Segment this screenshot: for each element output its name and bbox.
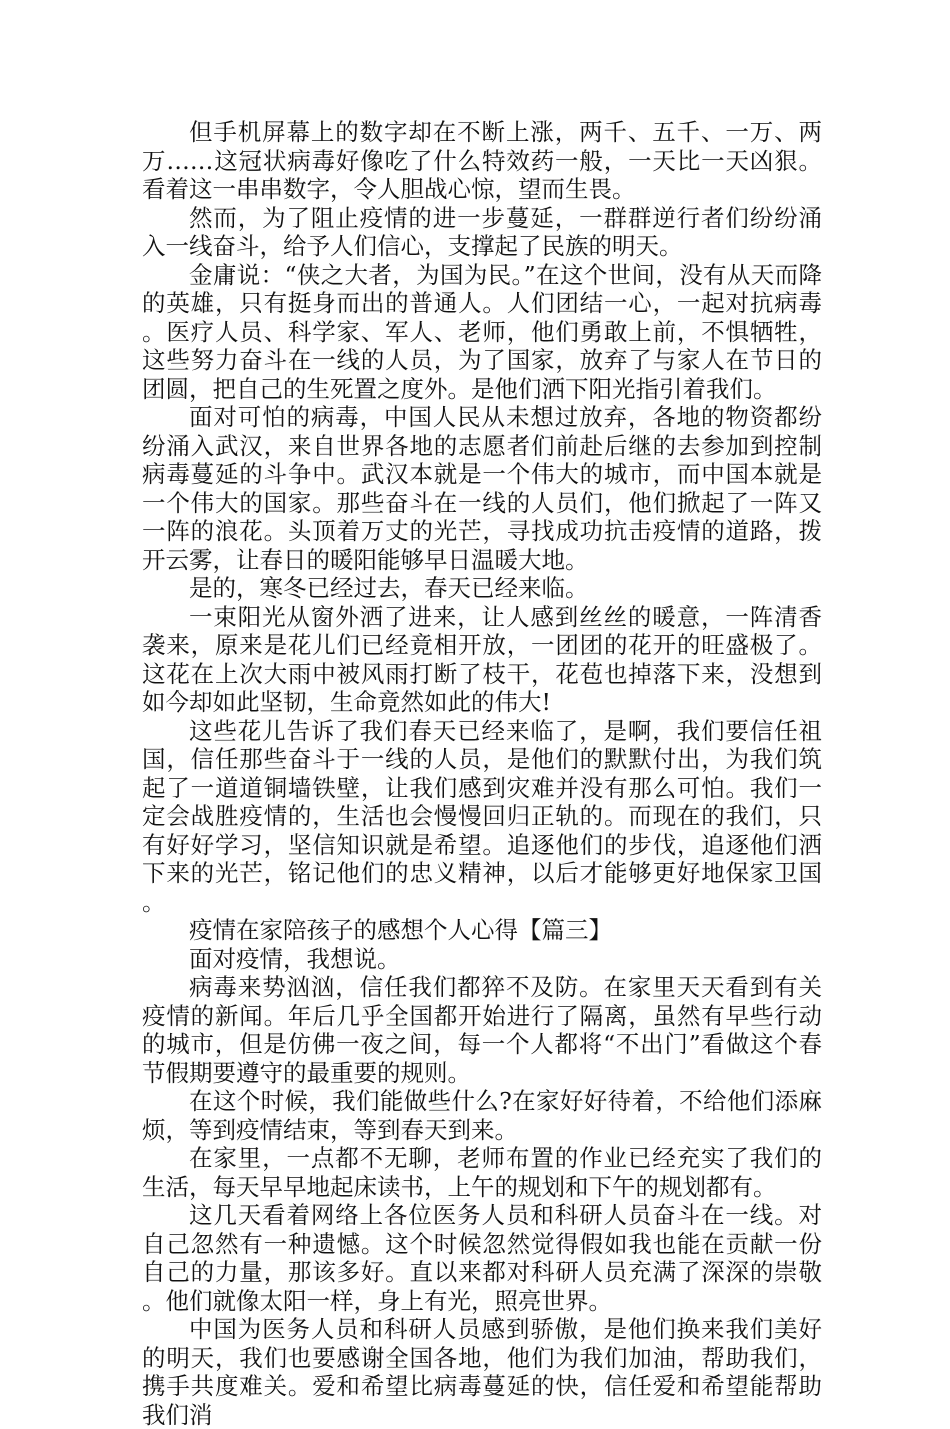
paragraph-13: 这几天看着网络上各位医务人员和科研人员奋斗在一线。对自己忽然有一种遗憾。这个时候忽然觉得假如我也能在贡献一份自己的力量，那该多好。直以来都对科研人员充满了深深的崇敬。他们就像太阳一样，身上有光，照亮世界。 <box>142 1201 822 1315</box>
paragraph-9: 面对疫情，我想说。 <box>189 944 401 973</box>
paragraph-1: 但手机屏幕上的数字却在不断上涨，两千、五千、一万、两万……这冠状病毒好像吃了什么特效药一般，一天比一天凶狠。看着这一串串数字，令人胆战心惊，望而生畏。 <box>142 118 822 203</box>
section-heading: 疫情在家陪孩子的感想个人心得【篇三】 <box>189 916 612 944</box>
paragraph-14: 中国为医务人员和科研人员感到骄傲，是他们换来我们美好的明天，我们也要感谢全国各地，他们为我们加油，帮助我们，携手共度难关。爱和希望比病毒蔓延的快，信任爱和希望能帮助我们消 <box>142 1315 822 1429</box>
paragraph-11: 在这个时候，我们能做些什么?在家好好待着，不给他们添麻烦，等到疫情结束，等到春天到来。 <box>142 1087 822 1144</box>
paragraph-7: 这些花儿告诉了我们春天已经来临了，是啊，我们要信任祖国，信任那些奋斗于一线的人员，是他们的默默付出，为我们筑起了一道道铜墙铁壁，让我们感到灾难并没有那么可怕。我们一定会战胜疫情的，生活也会慢慢回归正轨的。而现在的我们，只有好好学习，坚信知识就是希望。追逐他们的步伐，追逐他们洒下来的光芒，铭记他们的忠义精神，以后才能够更好地保家卫国。 <box>142 716 822 916</box>
paragraph-10: 病毒来势汹汹，信任我们都猝不及防。在家里天天看到有关疫情的新闻。年后几乎全国都开始进行了隔离，虽然有早些行动的城市，但是仿佛一夜之间，每一个人都将“不出门”看做这个春节假期要遵守的最重要的规则。 <box>142 973 822 1087</box>
paragraph-5: 是的，寒冬已经过去，春天已经来临。 <box>189 574 589 602</box>
paragraph-12: 在家里，一点都不无聊，老师布置的作业已经充实了我们的生活，每天早早地起床读书，上午的规划和下午的规划都有。 <box>142 1144 822 1201</box>
paragraph-4: 面对可怕的病毒，中国人民从未想过放弃，各地的物资都纷纷涌入武汉，来自世界各地的志愿者们前赴后继的去参加到控制病毒蔓延的斗争中。武汉本就是一个伟大的城市，而中国本就是一个伟大的国家。那些奋斗在一线的人员们，他们掀起了一阵又一阵的浪花。头顶着万丈的光芒，寻找成功抗击疫情的道路，拨开云雾，让春日的暖阳能够早日温暖大地。 <box>142 403 822 574</box>
paragraph-6: 一束阳光从窗外洒了进来，让人感到丝丝的暖意，一阵清香袭来，原来是花儿们已经竟相开放，一团团的花开的旺盛极了。这花在上次大雨中被风雨打断了枝干，花苞也掉落下来，没想到如今却如此坚韧，生命竟然如此的伟大! <box>142 602 822 716</box>
paragraph-2: 然而，为了阻止疫情的进一步蔓延，一群群逆行者们纷纷涌入一线奋斗，给予人们信心，支撑起了民族的明天。 <box>142 203 822 260</box>
document-body <box>142 118 822 1429</box>
paragraph-3: 金庸说：“侠之大者，为国为民。”在这个世间，没有从天而降的英雄，只有挺身而出的普通人。人们团结一心，一起对抗病毒。医疗人员、科学家、军人、老师，他们勇敢上前，不惧牺牲，这些努力奋斗在一线的人员，为了国家，放弃了与家人在节日的团圆，把自己的生死置之度外。是他们洒下阳光指引着我们。 <box>142 260 822 403</box>
